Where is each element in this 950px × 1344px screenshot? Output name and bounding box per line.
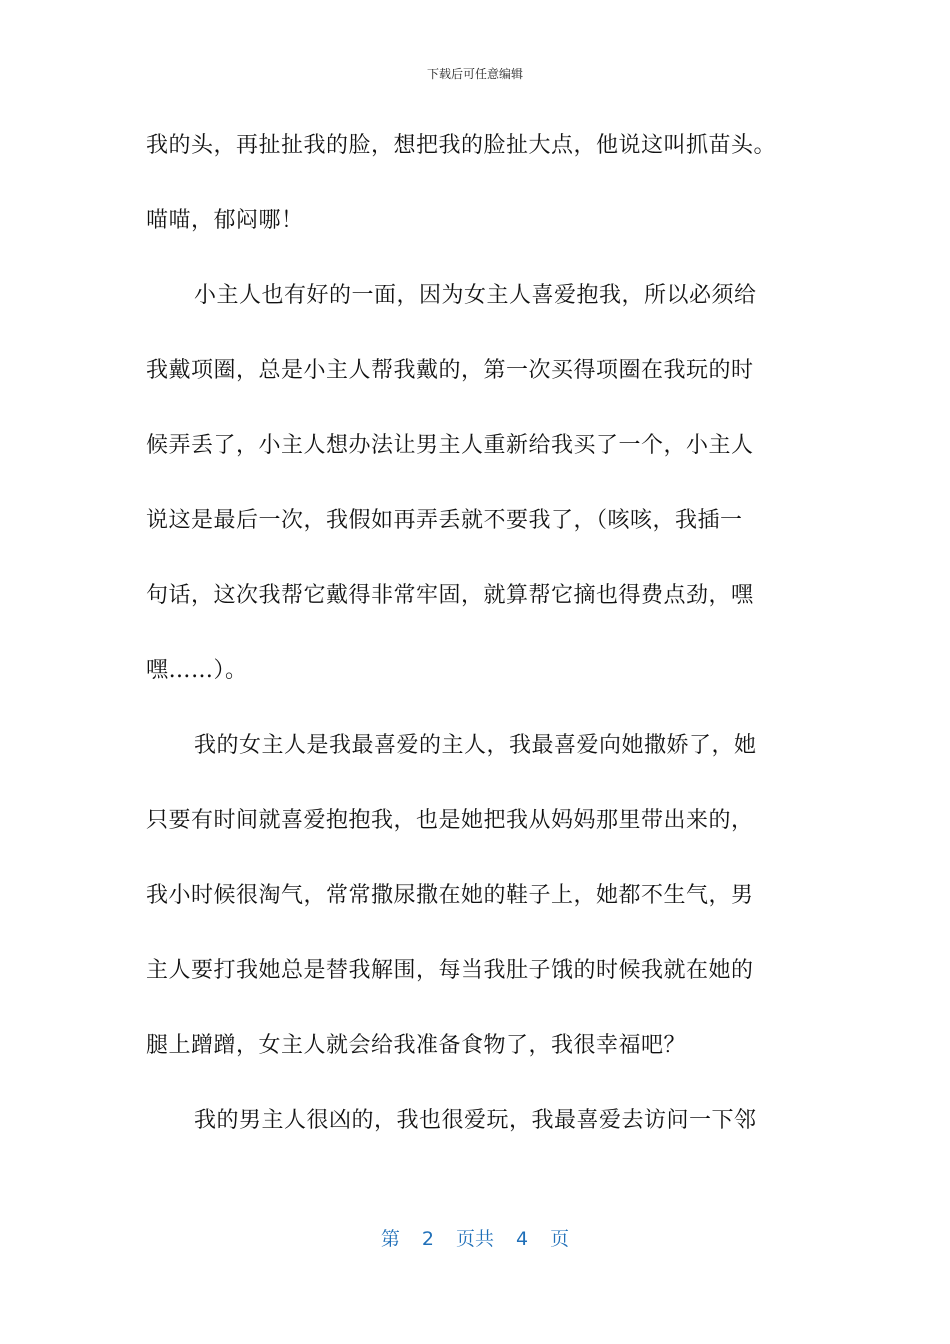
total-pages-number: 4	[516, 1228, 529, 1250]
text-line: 嘿……）。	[146, 658, 248, 683]
text-line: 候弄丢了，小主人想办法让男主人重新给我买了一个，小主人	[146, 433, 754, 458]
text-line: 只要有时间就喜爱抱抱我，也是她把我从妈妈那里带出来的，	[146, 808, 754, 833]
page-header: 下载后可任意编辑	[426, 67, 523, 81]
text-line: 喵喵，郁闷哪！	[146, 208, 304, 233]
text-line: 腿上蹭蹭，女主人就会给我准备食物了，我很幸福吧？	[146, 1033, 687, 1058]
text-line: 我小时候很淘气，常常撒尿撒在她的鞋子上，她都不生气，男	[146, 883, 754, 908]
current-page-number: 2	[421, 1228, 434, 1250]
paragraph-start-line: 我的女主人是我最喜爱的主人，我最喜爱向她撒娇了，她	[194, 733, 757, 758]
paragraph-start-line: 小主人也有好的一面，因为女主人喜爱抱我，所以必须给	[194, 283, 757, 308]
page-number-footer	[0, 1226, 950, 1252]
footer-middle: 页共	[455, 1228, 494, 1250]
text-line: 主人要打我她总是替我解围，每当我肚子饿的时候我就在她的	[146, 958, 754, 983]
text-line: 我的头，再扯扯我的脸，想把我的脸扯大点，他说这叫抓苗头。	[146, 133, 777, 158]
text-line: 说这是最后一次，我假如再弄丢就不要我了，（咳咳，我插一	[146, 508, 743, 533]
paragraph-start-line: 我的男主人很凶的，我也很爱玩，我最喜爱去访问一下邻	[194, 1108, 757, 1133]
footer-prefix: 第	[380, 1228, 400, 1250]
text-line: 句话，这次我帮它戴得非常牢固，就算帮它摘也得费点劲，嘿	[146, 583, 754, 608]
footer-suffix: 页	[550, 1228, 570, 1250]
text-line: 我戴项圈，总是小主人帮我戴的，第一次买得项圈在我玩的时	[146, 358, 754, 383]
